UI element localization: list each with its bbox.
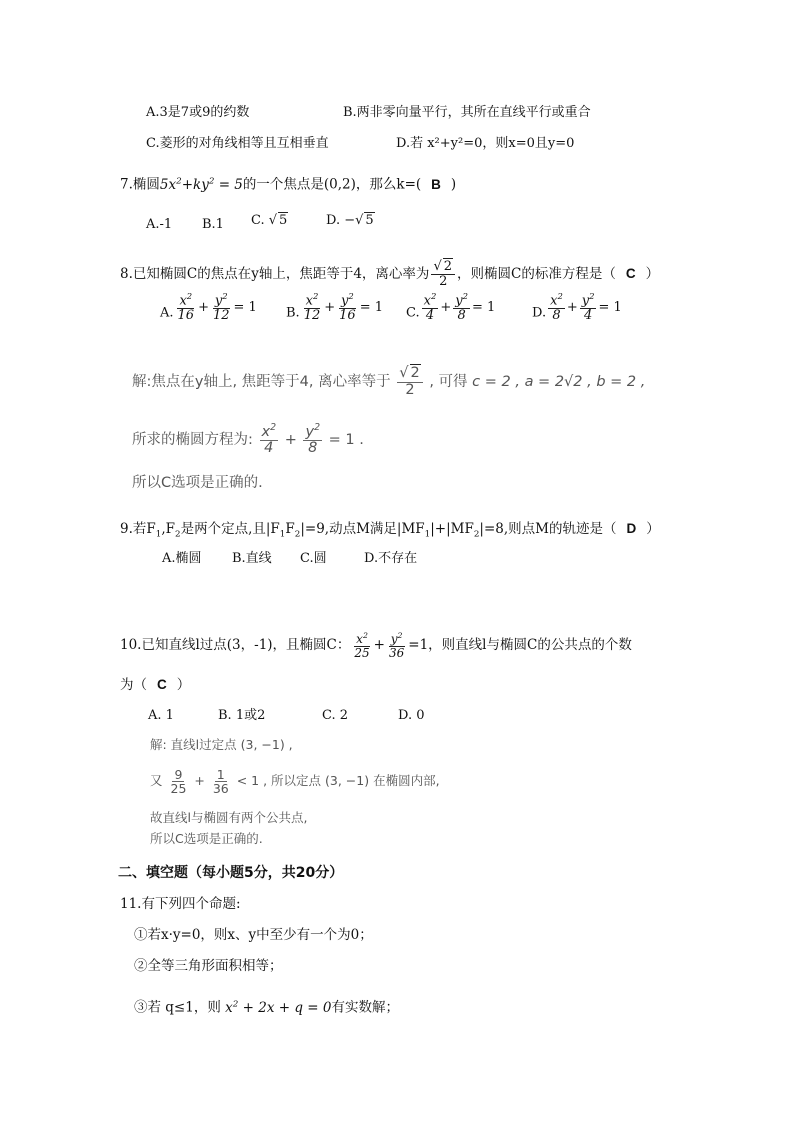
q7-option-b: B.1 [202, 217, 224, 232]
q6-option-c: C.菱形的对角线相等且互相垂直 [146, 136, 329, 151]
q8-option-a: A. $\frac{x^2}{16}$ + $\frac{y^2}{12}$ = 1 [160, 291, 257, 323]
q9-option-d: D.不存在 [364, 551, 418, 566]
q6-option-a: A.3是7或9的约数 [146, 105, 250, 120]
q8-answer: C [625, 266, 636, 281]
q8-solution-line-3: 所以C选项是正确的. [132, 475, 263, 491]
q10-question-cont: 为（ C ） [120, 677, 191, 693]
q8-option-d: D. $\frac{x^2}{8}$ + $\frac{y^2}{4}$ = 1 [532, 291, 622, 323]
q9-answer: D [626, 521, 637, 536]
q10-solution-line-1: 解: 直线l过定点 (3, −1) , [150, 737, 293, 752]
q10-solution-line-4: 所以C选项是正确的. [150, 831, 263, 846]
q7-answer: B [431, 176, 441, 192]
q9-option-b: B.直线 [232, 551, 272, 566]
q7-option-a: A.-1 [146, 217, 173, 232]
q7-option-c: C. √ 5 [251, 213, 288, 228]
q8-question: 8.已知椭圆C的焦点在y轴上，焦距等于4，离心率为 $\frac{√ 2}{2}$ ，则椭圆C的标准方程是（ C ） [120, 259, 660, 289]
q7-question: 7.椭圆$5x^2+ky^2 = 5$的一个焦点是(0,2)，那么k=( B ) [120, 176, 457, 193]
q6-option-b: B.两非零向量平行，其所在直线平行或重合 [343, 105, 591, 120]
q11-item-1: ①若x·y=0，则x、y中至少有一个为0； [134, 927, 373, 943]
q10-option-b: B. 1或2 [218, 708, 266, 723]
q9-option-c: C.圆 [300, 551, 327, 566]
q9-question: 9.若$F_1,F_2$是两个定点,且$|F_1F_2|=9$,动点M满足$|MF_1|+|MF_2|=8$,则点M的轨迹是（ D ） [120, 521, 660, 540]
q6-option-d: D.若 x²+y²=0，则x=0且y=0 [396, 136, 575, 151]
q10-solution-line-2: 又 $\frac{9}{25}$ + $\frac{1}{36}$ < 1 , 所以定点 (3, −1) 在椭圆内部, [150, 766, 440, 796]
q10-option-d: D. 0 [398, 708, 425, 723]
q8-solution-line-2: 所求的椭圆方程为: $\frac{x^2}{4}$ + $\frac{y^2}{8}$ = 1 . [132, 422, 364, 457]
q10-option-a: A. 1 [148, 708, 174, 723]
q11-title: 11.有下列四个命题: [120, 896, 241, 912]
q8-option-c: C. $\frac{x^2}{4}$ + $\frac{y^2}{8}$ = 1 [406, 291, 496, 323]
q7-option-d: D. −√ 5 [326, 213, 374, 228]
q10-question: 10.已知直线l过点(3，-1)，且椭圆C： $\frac{x^2}{25}$ + $\frac{y^2}{36}$ =1，则直线l与椭圆C的公共点的个数 [120, 630, 632, 660]
q10-answer: C [157, 677, 167, 692]
q11-item-2: ②全等三角形面积相等； [134, 958, 283, 974]
q11-item-3: ③若 q≤1，则 $x^2 + 2x + q = 0$有实数解； [134, 999, 399, 1016]
q8-option-b: B. $\frac{x^2}{12}$ + $\frac{y^2}{16}$ = 1 [286, 291, 383, 323]
q8-solution-line-1: 解:焦点在y轴上, 焦距等于4, 离心率等于 $\frac{√ 2}{2}$ , 可得 c = 2 , a = 2√2 , b = 2 , [132, 365, 646, 398]
q10-solution-line-3: 故直线l与椭圆有两个公共点, [150, 810, 308, 825]
q10-option-c: C. 2 [322, 708, 349, 723]
q9-option-a: A.椭圆 [162, 551, 202, 566]
section-heading-fill-in: 二、填空题（每小题5分，共20分） [118, 865, 344, 881]
